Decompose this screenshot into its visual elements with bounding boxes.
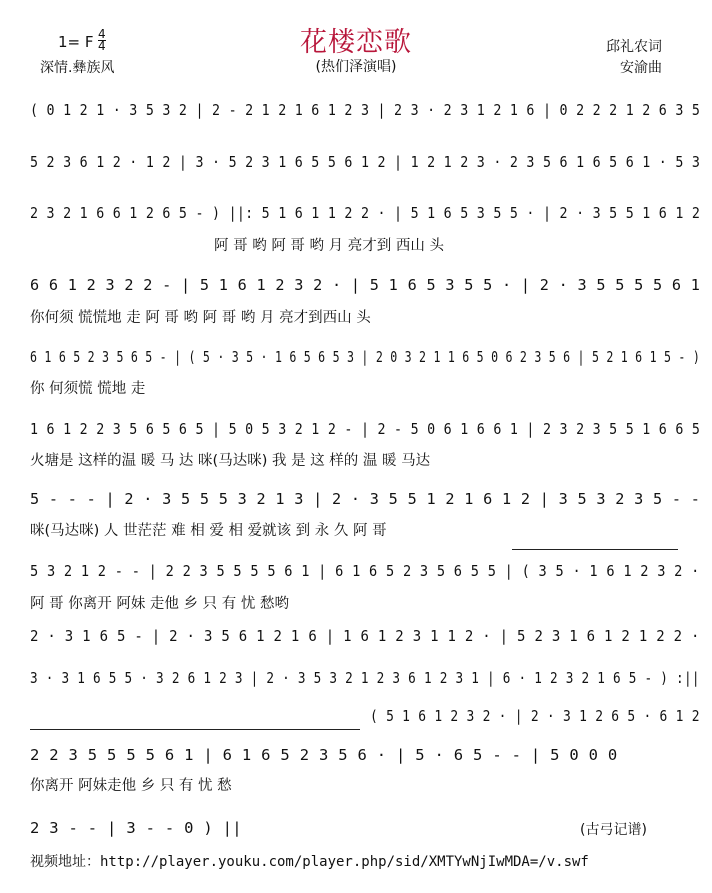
time-signature-bottom: 4: [98, 39, 106, 53]
score-row-3-lyrics: 阿 哥 哟 阿 哥 哟 月 亮才到 西山 头: [214, 238, 444, 254]
score-row-1-notes: ( 0 1 2 1 · 3 5 3 2 | 2 - 2 1 2 1 6 1 2 3 | 2 3 · 2 3 1 2 1 6 | 0 2 2 2 1 2 6 3 5: [30, 101, 701, 119]
video-address: [30, 851, 589, 871]
performer-subtitle: (热们泽演唱): [315, 59, 397, 75]
score-row-4-notes: 6 6 1 2 3 2 2 - | 5 1 6 1 2 3 2 · | 5 1 6 5 3 5 5 · | 2 · 3 5 5 5 5 6 1: [30, 276, 701, 294]
score-row-10-notes: 3 · 3 1 6 5 5 · 3 2 6 1 2 3 | 2 · 3 5 3 2 1 2 3 6 1 2 3 1 | 6 · 1 2 3 2 1 6 5 - ) :||: [30, 669, 700, 687]
transcriber-note: (古弓记谱): [580, 822, 647, 838]
score-row-5-notes: 6 1 6 5 2 3 5 6 5 - | ( 5 · 3 5 · 1 6 5 6 5 3 | 2 0 3 2 1 1 6 5 0 6 2 3 5 6 | 5 2 1 6 1 5 - ): [30, 348, 701, 366]
volta-bracket-1: [512, 549, 678, 550]
score-row-13-notes: 2 3 - - | 3 - - 0 ) ||: [30, 819, 242, 837]
score-row-6-lyrics: 火塘是 这样的温 暖 马 达 咪(马达咪) 我 是 这 样的 温 暖 马达: [30, 453, 431, 469]
video-label: 视频地址：: [30, 854, 100, 870]
score-row-5-lyrics: 你 何须慌 慌地 走: [30, 381, 146, 397]
video-url-link[interactable]: http://player.youku.com/player.php/sid/XMTYwNjIwMDA=/v.swf: [100, 854, 589, 870]
score-row-7-notes: 5 - - - | 2 · 3 5 5 5 3 2 1 3 | 2 · 3 5 5 1 2 1 6 1 2 | 3 5 3 2 3 5 - -: [30, 490, 701, 508]
score-row-8-lyrics: 阿 哥 你离开 阿妹 走他 乡 只 有 忧 愁哟: [30, 596, 289, 612]
performance-style: 深情.彝族风: [40, 60, 115, 76]
score-row-6-notes: 1 6 1 2 2 3 5 6 5 6 5 | 5 0 5 3 2 1 2 - | 2 - 5 0 6 1 6 6 1 | 2 3 2 3 5 5 1 6 6 5: [30, 420, 701, 438]
score-row-3-notes: 2 3 2 1 6 6 1 2 6 5 - ) ||: 5 1 6 1 1 2 2 · | 5 1 6 5 3 5 5 · | 2 · 3 5 5 1 6 1 2: [30, 204, 701, 222]
score-row-7-lyrics: 咪(马达咪) 人 世茫茫 难 相 爱 相 爱就该 到 永 久 阿 哥: [30, 523, 387, 539]
key-signature: 1= F: [58, 33, 94, 51]
volta-bracket-2: [30, 729, 360, 730]
score-row-9-notes: 2 · 3 1 6 5 - | 2 · 3 5 6 1 2 1 6 | 1 6 1 2 3 1 1 2 · | 5 2 3 1 6 1 2 1 2 2 ·: [30, 627, 700, 645]
song-title: 花楼恋歌: [300, 27, 412, 58]
score-row-8-notes: 5 3 2 1 2 - - | 2 2 3 5 5 5 5 6 1 | 6 1 6 5 2 3 5 6 5 5 | ( 3 5 · 1 6 1 2 3 2 ·: [30, 562, 700, 580]
lyricist-credit: 邱礼农词: [606, 39, 662, 55]
score-row-12-lyrics: 你离开 阿妹走他 乡 只 有 忧 愁: [30, 778, 232, 794]
time-signature-top: 4: [98, 27, 106, 41]
score-row-2-notes: 5 2 3 6 1 2 · 1 2 | 3 · 5 2 3 1 6 5 5 6 1 2 | 1 2 1 2 3 · 2 3 5 6 1 6 5 6 1 · 5 3: [30, 153, 701, 171]
score-row-12-notes: 2 2 3 5 5 5 5 6 1 | 6 1 6 5 2 3 5 6 · | 5 · 6 5 - - | 5 0 0 0: [30, 746, 618, 764]
composer-credit: 安渝曲: [620, 60, 662, 76]
score-row-4-lyrics: 你何须 慌慌地 走 阿 哥 哟 阿 哥 哟 月 亮才到西山 头: [30, 310, 371, 326]
time-signature: [98, 29, 106, 52]
score-row-11-notes: ( 5 1 6 1 2 3 2 · | 2 · 3 1 2 6 5 · 6 1 2: [370, 707, 700, 725]
